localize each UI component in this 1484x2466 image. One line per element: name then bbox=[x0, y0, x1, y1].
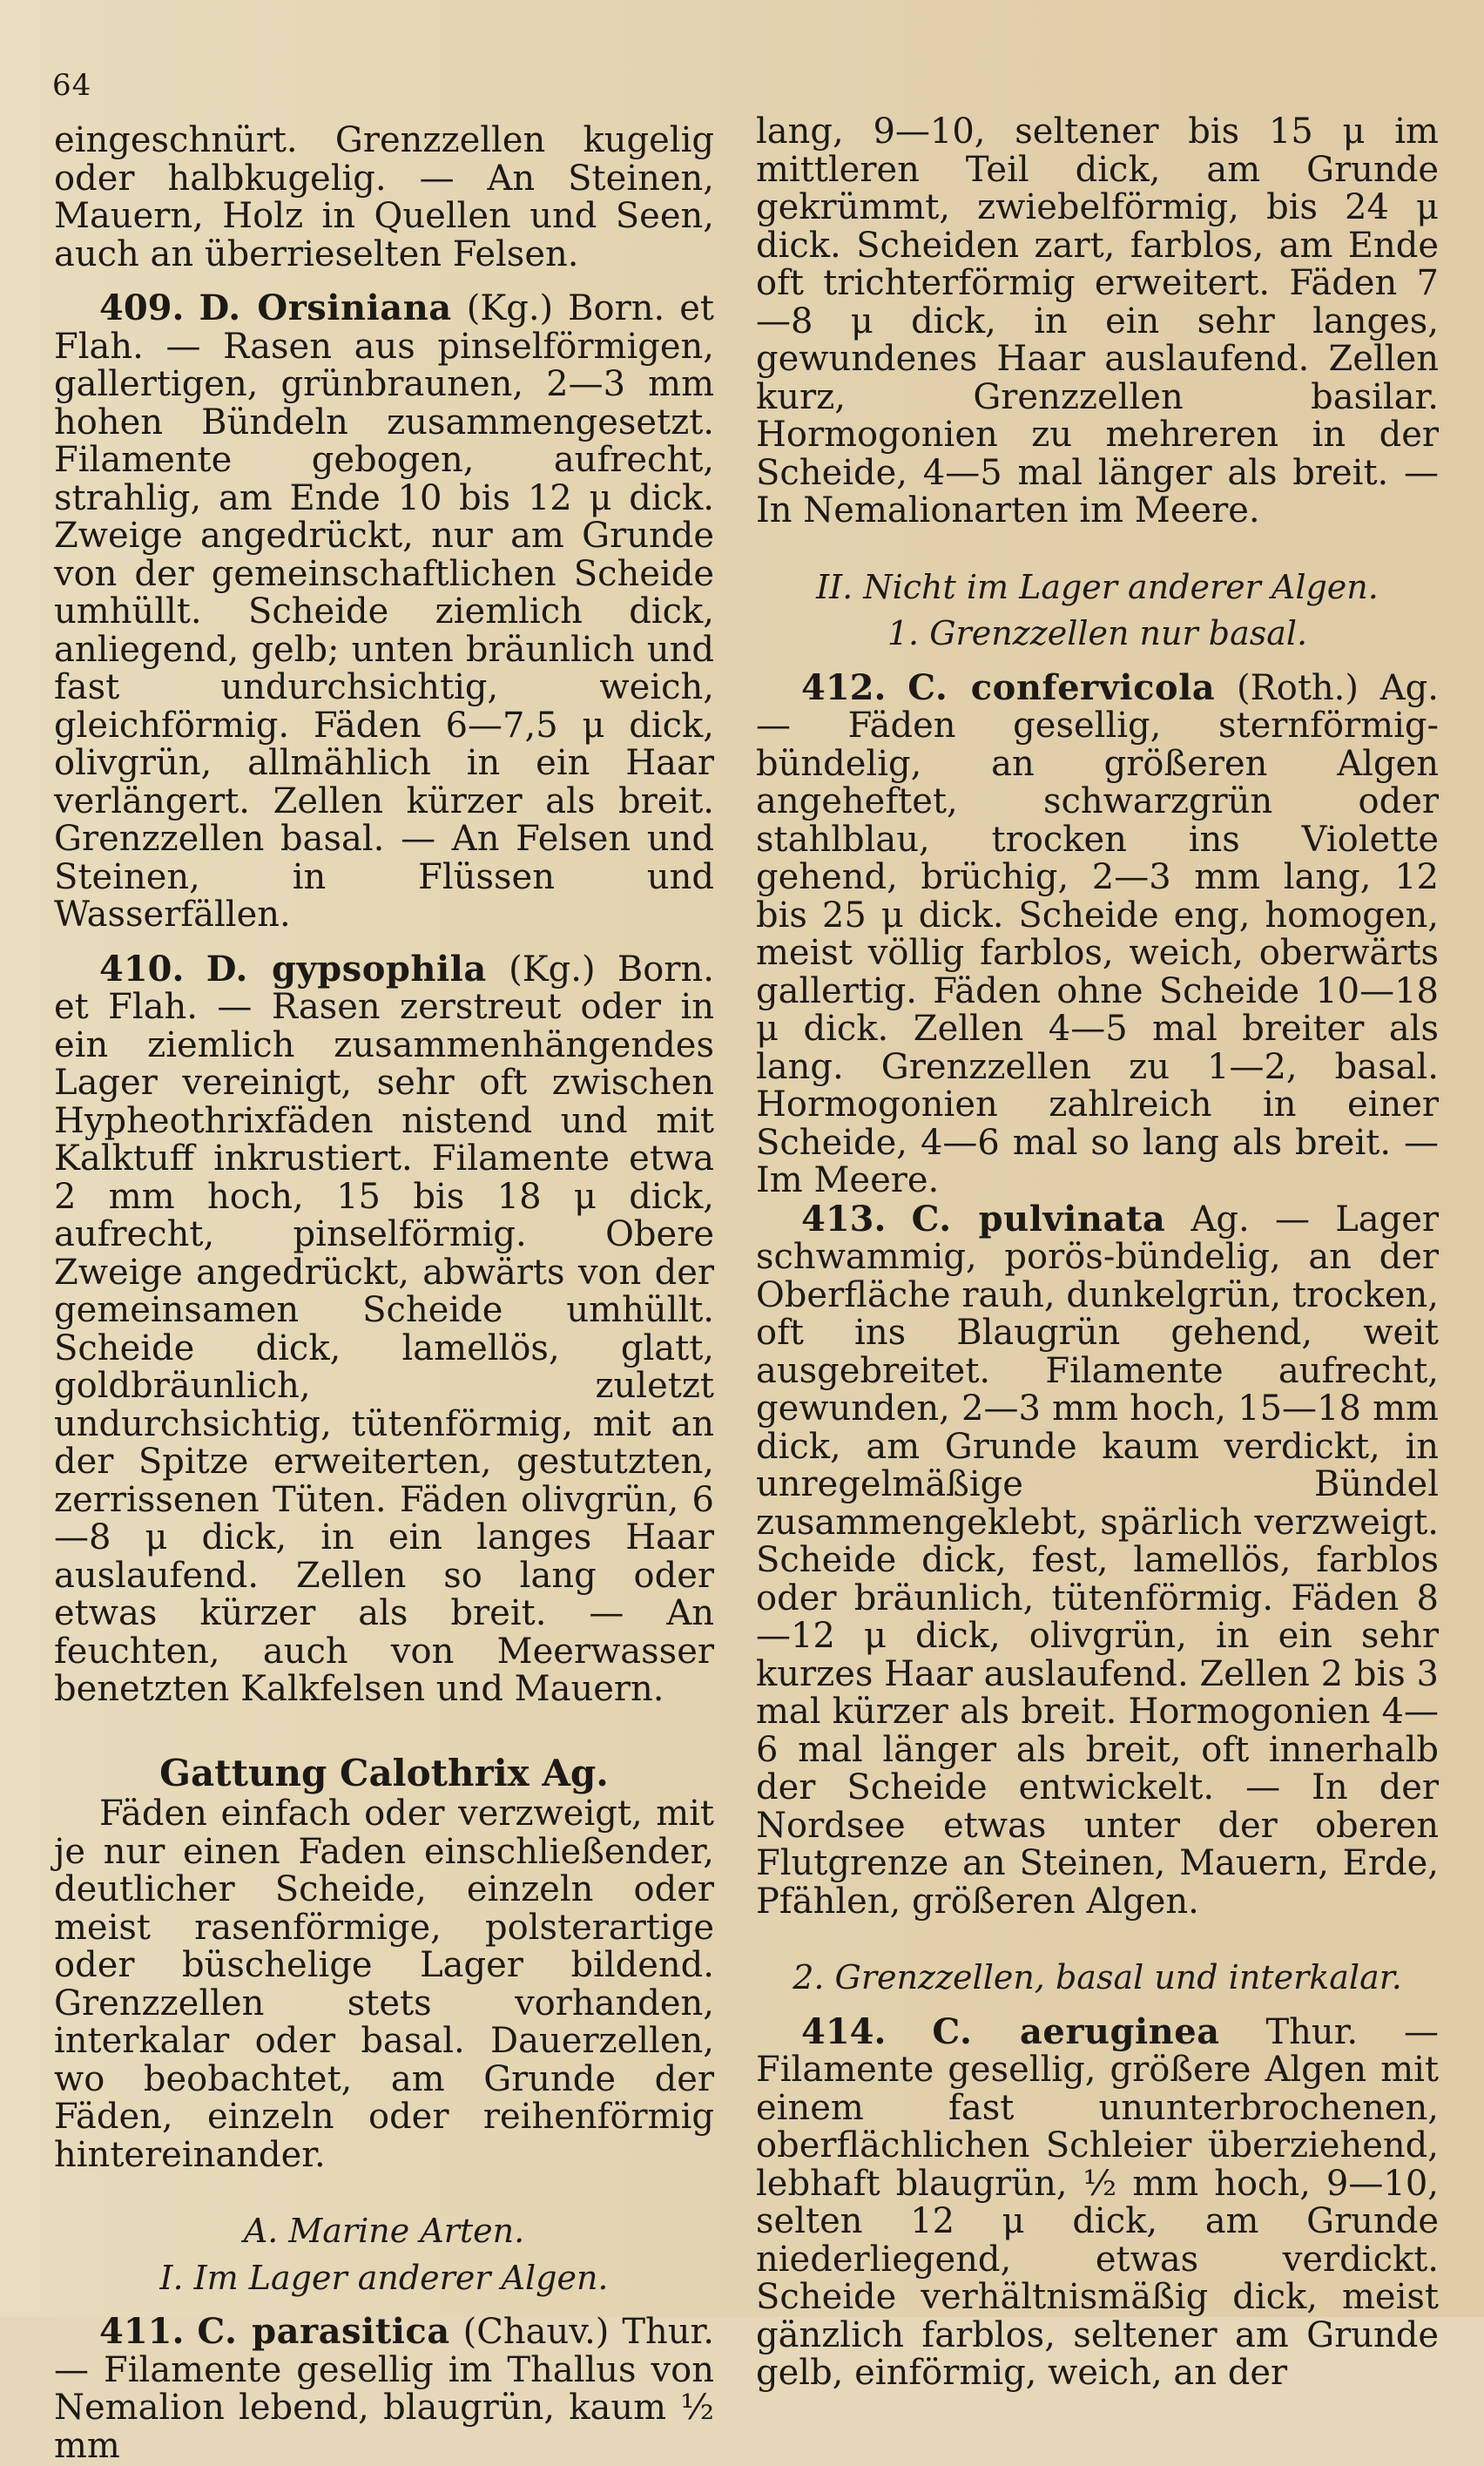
section-heading-1: 1. Grenzzellen nur basal. bbox=[887, 614, 1308, 652]
species-name: C. aeruginea bbox=[932, 2010, 1220, 2052]
continued-paragraph: eingeschnürt. Grenzzellen kugelig oder halbkugelig. — An Steinen, Mauern, Holz in Quellen und Seen, auch an überrieselten Felsen. bbox=[54, 120, 714, 274]
entry-410 bbox=[54, 950, 714, 1709]
entry-text: Thur. — Filamente gesellig, größere Algen mit einem fast ununterbrochenen, oberflächlichen Schleier überziehend, lebhaft blaugrün, ½ mm hoch, 9—10, selten 12 μ dick, am Grunde niederliegend, etwas verdickt. Scheide verhältnismäßig dick, meist gänzlich farblos, seltener am Grunde gelb, einförmig, weich, an der bbox=[756, 2011, 1440, 2393]
species-name: C. parasitica bbox=[197, 2311, 450, 2352]
section-heading-a: A. Marine Arten. bbox=[243, 2212, 525, 2250]
genus-heading: Gattung Calothrix Ag. bbox=[159, 1751, 609, 1794]
section-heading-ii: II. Nicht im Lager anderer Algen. bbox=[816, 567, 1379, 606]
species-name: C. pulvinata bbox=[911, 1198, 1166, 1240]
entry-text: (Kg.) Born. et Flah. — Rasen aus pinselförmigen, gallertigen, grünbraunen, 2—3 mm hohen Bündeln zusammengesetzt. Filamente gebogen, aufrecht, strahlig, am Ende 10 bis 12 μ dick. Zweige angedrückt, nur am Grunde von der gemeinschaftlichen Scheide umhüllt. Scheide ziemlich dick, anliegend, gelb; unten bräunlich und fast undurchsichtig, weich, gleichförmig. Fäden 6—7,5 μ dick, olivgrün, allmählich in ein Haar verlängert. Zellen kürzer als breit. Grenzzellen basal. — An Felsen und Steinen, in Flüssen und Wasserfällen. bbox=[54, 288, 714, 935]
entry-text: (Chauv.) Thur. — Filamente gesellig im Thallus von Nemalion lebend, blaugrün, kaum ½ mm bbox=[54, 2312, 714, 2466]
left-column bbox=[54, 122, 714, 2465]
species-name: D. gypsophila bbox=[206, 948, 487, 990]
entry-413 bbox=[756, 1200, 1439, 1922]
entry-number: 413. bbox=[801, 1198, 887, 1240]
section-heading-i: I. Im Lager anderer Algen. bbox=[159, 2258, 609, 2297]
entry-number: 410. bbox=[99, 948, 185, 990]
entry-414 bbox=[756, 2010, 1440, 2393]
entry-text: (Roth.) Ag. — Fäden gesellig, sternförmig-bündelig, an größeren Algen angeheftet, schwarzgrün oder stahlblau, trocken ins Violette gehend, brüchig, 2—3 mm lang, 12 bis 25 μ dick. Scheide eng, homogen, meist völlig farblos, weich, oberwärts gallertig. Fäden ohne Scheide 10—18 μ dick. Zellen 4—5 mal breiter als lang. Grenzzellen zu 1—2, basal. Hormogonien zahlreich in einer Scheide, 4—6 mal so lang als breit. — Im Meere. bbox=[756, 667, 1439, 1200]
entry-412 bbox=[756, 666, 1439, 1200]
entry-409 bbox=[54, 289, 714, 935]
entry-411 bbox=[54, 2313, 714, 2465]
entry-number: 412. bbox=[801, 666, 887, 708]
entry-number: 409. bbox=[99, 287, 185, 328]
species-name: D. Orsiniana bbox=[199, 287, 452, 328]
right-column bbox=[756, 113, 1439, 2393]
entry-number: 411. bbox=[99, 2311, 185, 2352]
species-name: C. confervicola bbox=[907, 666, 1216, 708]
continued-paragraph: lang, 9—10, seltener bis 15 μ im mittleren Teil dick, am Grunde gekrümmt, zwiebelförmig, bis 24 μ dick. Scheiden zart, farblos, am Ende oft trichterförmig erweitert. Fäden 7—8 μ dick, in ein sehr langes, gewundenes Haar auslaufend. Zellen kurz, Grenzzellen basilar. Hormogonien zu mehreren in der Scheide, 4—5 mal länger als breit. — In Nemalionarten im Meere. bbox=[756, 111, 1439, 530]
entry-text: Ag. — Lager schwammig, porös-bündelig, an der Oberfläche rauh, dunkelgrün, trocken, oft ins Blaugrün gehend, weit ausgebreitet. Filamente aufrecht, gewunden, 2—3 mm hoch, 15—18 mm dick, am Grunde kaum verdickt, in unregelmäßige Bündel zusammengeklebt, spärlich verzweigt. Scheide dick, fest, lamellös, farblos oder bräunlich, tütenförmig. Fäden 8—12 μ dick, olivgrün, in ein sehr kurzes Haar auslaufend. Zellen 2 bis 3 mal kürzer als breit. Hormogonien 4—6 mal länger als breit, oft innerhalb der Scheide entwickelt. — In der Nordsee etwas unter der oberen Flutgrenze an Steinen, Mauern, Erde, Pfählen, größeren Algen. bbox=[756, 1199, 1440, 1922]
section-heading-2: 2. Grenzzellen, basal und interkalar. bbox=[793, 1958, 1402, 1996]
entry-text: (Kg.) Born. et Flah. — Rasen zerstreut oder in ein ziemlich zusammenhängendes Lager vereinigt, sehr oft zwischen Hypheothrixfäden nistend und mit Kalktuff inkrustiert. Filamente etwa 2 mm hoch, 15 bis 18 μ dick, aufrecht, pinselförmig. Obere Zweige angedrückt, abwärts von der gemeinsamen Scheide umhüllt. Scheide dick, lamellös, glatt, goldbräunlich, zuletzt undurchsichtig, tütenförmig, mit an der Spitze erweiterten, gestutzten, zerrissenen Tüten. Fäden olivgrün, 6—8 μ dick, in ein langes Haar auslaufend. Zellen so lang oder etwas kürzer als breit. — An feuchten, auch von Meerwasser benetzten Kalkfelsen und Mauern. bbox=[54, 949, 714, 1709]
genus-description: Fäden einfach oder verzweigt, mit je nur einen Faden einschließender, deutlicher Scheide, einzeln oder meist rasenförmige, polsterartige oder büschelige Lager bildend. Grenzzellen stets vorhanden, interkalar oder basal. Dauerzellen, wo beobachtet, am Grunde der Fäden, einzeln oder reihenförmig hintereinander. bbox=[54, 1794, 714, 2175]
page-number: 64 bbox=[52, 68, 92, 103]
entry-number: 414. bbox=[801, 2010, 887, 2052]
